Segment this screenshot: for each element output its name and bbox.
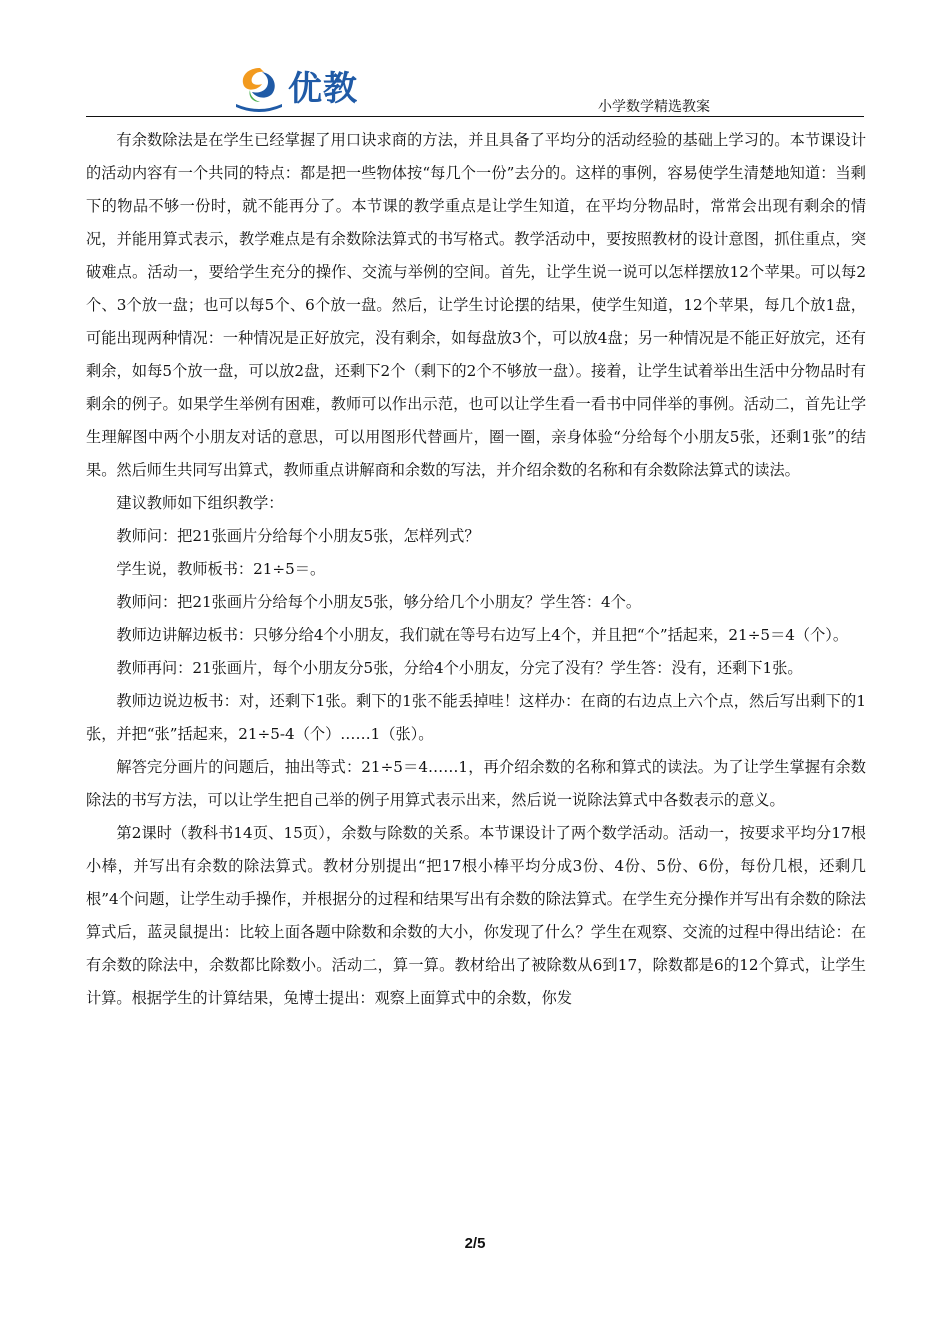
paragraph: 教师边说边板书：对，还剩下1张。剩下的1张不能丢掉哇！这样办：在商的右边点上六个点，然后写出剩下的1张，并把“张”括起来，21÷5-4（个）……1（张）。 — [86, 692, 866, 743]
paragraph: 教师问：把21张画片分给每个小朋友5张，怎样列式？ — [116, 527, 480, 545]
page-header — [0, 0, 950, 120]
paragraph: 学生说，教师板书：21÷5＝。 — [116, 560, 326, 578]
logo-text: 优教 — [288, 69, 358, 109]
paragraph: 教师边讲解边板书：只够分给4个小朋友，我们就在等号右边写上4个，并且把“个”括起来，21÷5＝4（个）。 — [116, 626, 849, 644]
header-subtitle: 小学数学精选教案 — [598, 99, 710, 115]
paragraph: 第2课时（教科书14页、15页），余数与除数的关系。本节课设计了两个数学活动。活动一，按要求平均分17根小棒，并写出有余数的除法算式。教材分别提出“把17根小棒平均分成3份、4份、5份、6份，每份几根，还剩几根”4个问题，让学生动手操作，并根据分的过程和结果写出有余数的除法算式。在学生充分操作并写出有余数的除法算式后，蓝灵鼠提出：比较上面各题中除数和余数的大小，你发现了什么？学生在观察、交流的过程中得出结论：在有余数的除法中，余数都比除数小。活动二，算一算。教材给出了被除数从6到17，除数都是6的12个算式，让学生计算。根据学生的计算结果，兔博士提出：观察上面算式中的余数，你发 — [86, 824, 866, 1007]
logo-icon — [232, 64, 286, 114]
paragraph: 有余数除法是在学生已经掌握了用口诀求商的方法，并且具备了平均分的活动经验的基础上学习的。本节课设计的活动内容有一个共同的特点：都是把一些物体按“每几个一份”去分的。这样的事例，容易使学生清楚地知道：当剩下的物品不够一份时，就不能再分了。本节课的教学重点是让学生知道，在平均分物品时，常常会出现有剩余的情况，并能用算式表示，教学难点是有余数除法算式的书写格式。教学活动中，要按照教材的设计意图，抓住重点，突破难点。活动一，要给学生充分的操作、交流与举例的空间。首先，让学生说一说可以怎样摆放12个苹果。可以每2个、3个放一盘；也可以每5个、6个放一盘。然后，让学生讨论摆的结果，使学生知道，12个苹果，每几个放1盘，可能出现两种情况：一种情况是正好放完，没有剩余，如每盘放3个，可以放4盘；另一种情况是不能正好放完，还有剩余，如每5个放一盘，可以放2盘，还剩下2个（剩下的2个不够放一盘）。接着，让学生试着举出生活中分物品时有剩余的例子。如果学生举例有困难，教师可以作出示范，也可以让学生看一看书中同伴举的事例。活动二，首先让学生理解图中两个小朋友对话的意思，可以用图形代替画片，圈一圈，亲身体验“分给每个小朋友5张，还剩1张”的结果。然后师生共同写出算式，教师重点讲解商和余数的写法，并介绍余数的名称和有余数除法算式的读法。 — [86, 131, 866, 479]
paragraph: 教师问：把21张画片分给每个小朋友5张，够分给几个小朋友？学生答：4个。 — [116, 593, 642, 611]
document-body — [86, 124, 866, 1015]
paragraph: 教师再问：21张画片，每个小朋友分5张，分给4个小朋友，分完了没有？学生答：没有，还剩下1张。 — [116, 659, 803, 677]
paragraph: 解答完分画片的问题后，抽出等式：21÷5＝4……1，再介绍余数的名称和算式的读法。为了让学生掌握有余数除法的书写方法，可以让学生把自己举的例子用算式表示出来，然后说一说除法算式中各数表示的意义。 — [86, 758, 866, 809]
logo — [232, 64, 358, 114]
header-divider — [86, 116, 864, 117]
page-number: 2/5 — [464, 1235, 486, 1252]
paragraph: 建议教师如下组织教学： — [116, 494, 284, 512]
